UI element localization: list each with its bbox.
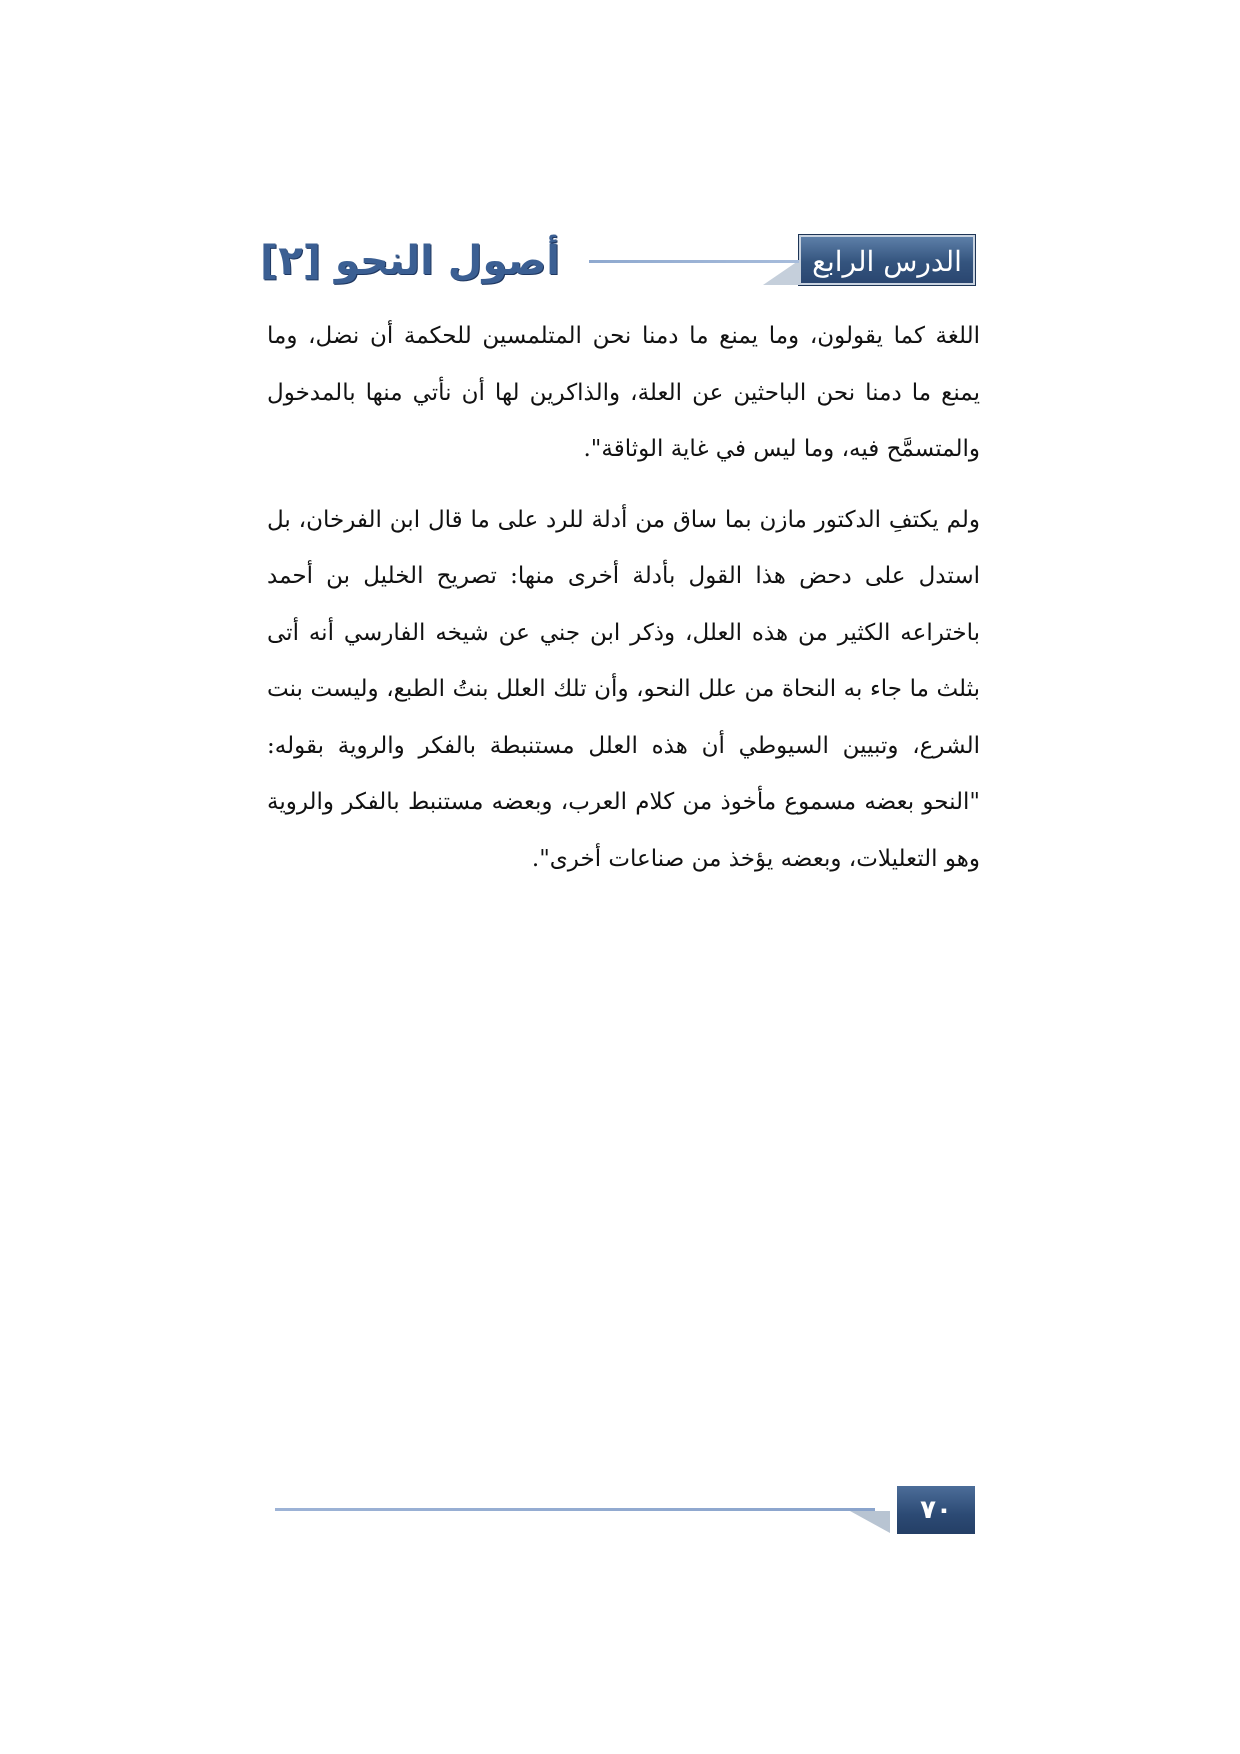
paragraph: ولم يكتفِ الدكتور مازن بما ساق من أدلة للرد على ما قال ابن الفرخان، بل استدل على دحض هذا القول بأدلة أخرى منها: تصريح الخليل بن أحمد باختراعه الكثير من هذه العلل، وذكر ابن جني عن شيخه الفارسي أنه أتى بثلث ما جاء به النحاة من علل النحو، وأن تلك العلل بنتُ الطبع، وليست بنت الشرع، وتبيين السيوطي أن هذه العلل مستنبطة بالفكر والروية بقوله: "النحو بعضه مسموع مأخوذ من كلام العرب، وبعضه مستنبط بالفكر والروية وهو التعليلات، وبعضه يؤخذ من صناعات أخرى". xyxy=(267,506,980,872)
chapter-title: أصول النحو [٢] xyxy=(260,238,560,284)
footer-wedge-decoration xyxy=(850,1511,890,1533)
paragraph: اللغة كما يقولون، وما يمنع ما دمنا نحن المتلمسين للحكمة أن نضل، وما يمنع ما دمنا نحن الباحثين عن العلة، والذاكرين لها أن نأتي منها بالمدخول والمتسمَّح فيه، وما ليس في غاية الوثاقة". xyxy=(267,323,980,462)
body-text xyxy=(267,308,980,901)
lesson-badge xyxy=(799,235,975,285)
page-number: ٧٠ xyxy=(897,1486,975,1534)
page-header xyxy=(260,232,975,290)
header-divider xyxy=(589,260,799,263)
lesson-label: الدرس الرابع xyxy=(812,245,962,278)
page-footer xyxy=(275,1486,975,1534)
footer-divider xyxy=(275,1508,875,1511)
